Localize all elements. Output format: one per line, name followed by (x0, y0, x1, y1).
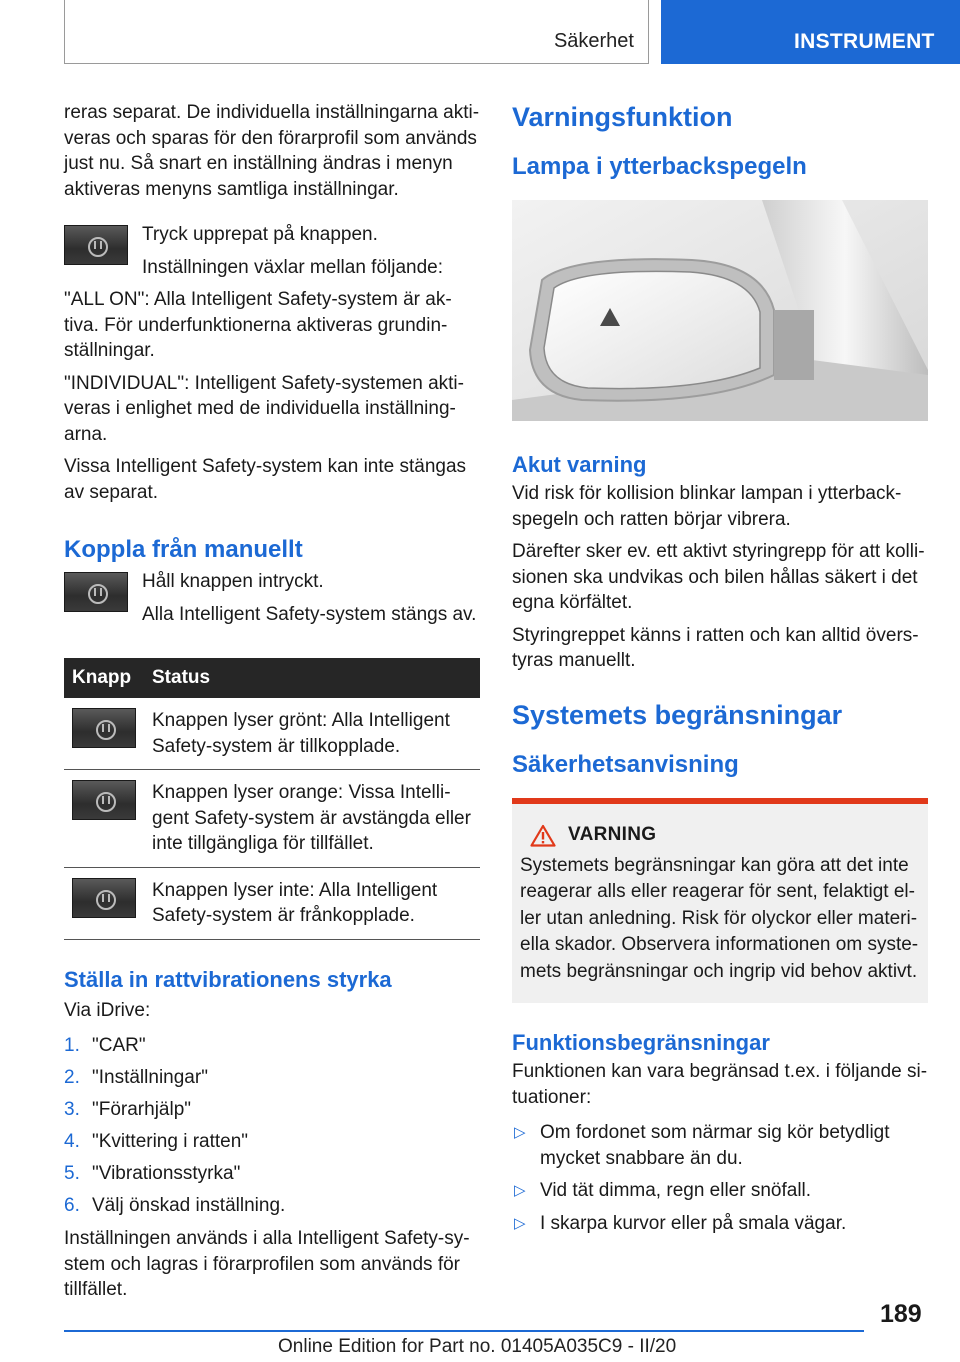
warning-text: Systemets begränsningar kan göra att det inte reagerar alls eller reagerar för sent, felaktigt eller utan anledning. Risk för olyckor eller materiella skador. Observera informationen om systemets begränsningar och ingrip vid behov aktivt. (520, 854, 919, 982)
list-item: 2. "Inställningar" (64, 1067, 208, 1088)
list-item: ▷ I skarpa kurvor eller på smala vägar. (512, 1211, 928, 1237)
table-row (64, 867, 480, 939)
status-cell: Knappen lyser orange: Vissa Intelligent Safety-system är avstängda eller inte tillgängliga för tillfället. (144, 770, 480, 868)
list-item: ▷ Vid tät dimma, regn eller snöfall. (512, 1178, 928, 1204)
header-section-tab (64, 0, 649, 64)
safety-notice-heading: Säkerhetsanvisning (512, 750, 739, 778)
function-limits-heading: Funktionsbegränsningar (512, 1030, 770, 1055)
list-item: 6. Välj önskad inställning. (64, 1195, 286, 1216)
page-number: 189 (880, 1300, 922, 1328)
table-header-status: Status (144, 658, 480, 698)
safety-button-icon (64, 225, 128, 265)
warning-box (512, 798, 928, 1004)
header-chapter-title: INSTRUMENT (794, 30, 935, 53)
warning-function-heading: Varningsfunktion (512, 102, 733, 132)
footer-divider (64, 1330, 864, 1332)
list-item: 1. "CAR" (64, 1035, 146, 1056)
table-header-row (64, 658, 480, 698)
idrive-steps (64, 1030, 480, 1222)
function-limits-list (512, 1120, 928, 1236)
button-status-table (64, 658, 480, 940)
cannot-off-paragraph: Vissa Intelligent Safety-system kan inte stängas av separat. (64, 456, 467, 503)
bullet-triangle-icon: ▷ (514, 1124, 526, 1141)
warning-header (530, 824, 920, 847)
system-limits-heading: Systemets begränsningar (512, 699, 843, 730)
all-on-paragraph: "ALL ON": Alla Intelligent Safety-system är aktiva. För underfunktionerna aktiveras grundinställningar. (64, 289, 452, 361)
table-row (64, 770, 480, 868)
status-cell: Knappen lyser grönt: Alla Intelligent Safety-system är tillkopplade. (144, 698, 480, 770)
side-mirror-illustration (512, 200, 928, 421)
side-mirror-image (512, 200, 928, 421)
right-column (512, 100, 928, 1243)
warning-triangle-icon (530, 824, 556, 847)
acute-paragraph-3: Styringreppet känns i ratten och kan alltid överstyras manuellt. (512, 624, 919, 671)
header-section-title: Säkerhet (553, 30, 634, 52)
button-orange-icon (72, 780, 136, 820)
acute-warning-heading: Akut varning (512, 452, 647, 477)
header-chapter-tab (661, 0, 960, 64)
bullet-triangle-icon: ▷ (514, 1182, 526, 1199)
warning-title: VARNING (568, 824, 657, 845)
status-cell: Knappen lyser inte: Alla Intelligent Safety-system är frånkopplade. (144, 867, 480, 939)
list-item: 5. "Vibrationsstyrka" (64, 1163, 241, 1184)
hold-button-row (64, 569, 480, 634)
function-limits-intro: Funktionen kan vara begränsad t.ex. i följande situationer: (512, 1061, 928, 1108)
acute-paragraph-2: Därefter sker ev. ett aktivt styringrepp för att kollisionen ska undvikas och bilen hållas säkert i det egna körfältet. (512, 541, 925, 613)
list-item: 3. "Förarhjälp" (64, 1099, 192, 1120)
list-item: ▷ Om fordonet som närmar sig kör betydligt mycket snabbare än du. (512, 1120, 928, 1171)
bullet-triangle-icon: ▷ (514, 1214, 526, 1232)
intro-paragraph: reras separat. De individuella inställningarna aktiveras och sparas för den förarprofil som används just nu. Så snart en inställning ändras i menyn aktiveras menyns samtliga inställningar. (64, 102, 480, 200)
button-green-icon (72, 708, 136, 748)
button-off-icon (72, 878, 136, 918)
via-idrive: Via iDrive: (64, 999, 151, 1021)
left-column (64, 100, 480, 1310)
hold-button-text: Håll knappen intryckt. Alla Intelligent Safety-system stängs av. (142, 571, 477, 625)
table-row (64, 698, 480, 770)
vibration-heading: Ställa in rattvibrationens styrka (64, 966, 392, 992)
press-button-text: Tryck upprepat på knappen. Inställningen växlar mellan följande: (142, 224, 444, 278)
table-header-button: Knapp (64, 658, 144, 698)
safety-button-icon (64, 572, 128, 612)
list-item: 4. "Kvittering i ratten" (64, 1131, 249, 1152)
lamp-heading: Lampa i ytterbackspegeln (512, 153, 807, 180)
outro-paragraph: Inställningen används i alla Intelligent Safety-system och lagras i förarprofilen som används för tillfället. (64, 1228, 470, 1300)
acute-paragraph-1: Vid risk för kollision blinkar lampan i ytterbackspegeln och ratten börjar vibrera. (512, 483, 902, 530)
manual-heading: Koppla från manuellt (64, 536, 303, 563)
press-button-row (64, 222, 480, 287)
individual-paragraph: "INDIVIDUAL": Intelligent Safety-systemen aktiveras i enlighet med de individuella inställningarna. (64, 372, 464, 445)
footer-edition: Online Edition for Part no. 01405A035C9 - II/20 (278, 1336, 677, 1357)
